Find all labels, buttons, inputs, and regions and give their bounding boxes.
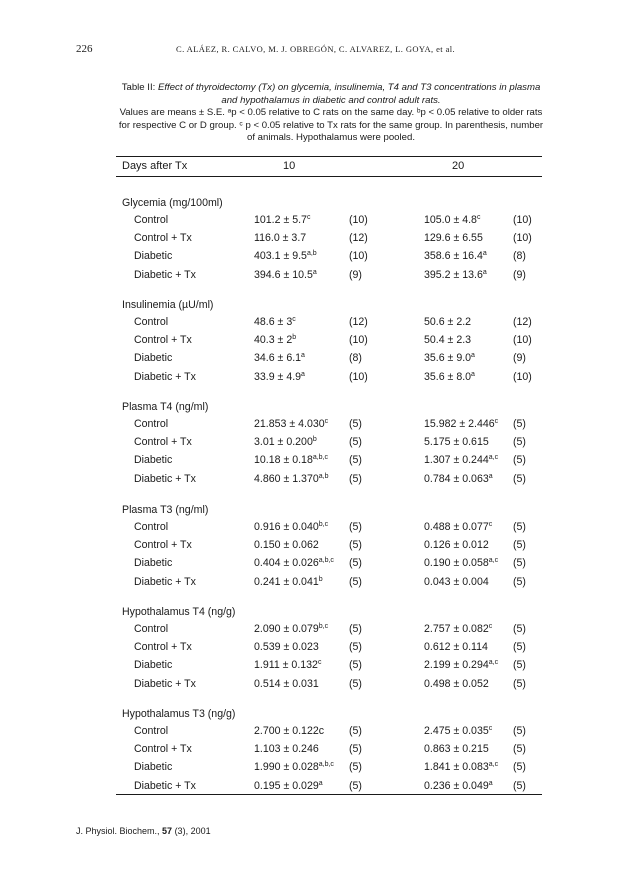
- cell-mean-se: 0.916 ± 0.040: [254, 521, 319, 533]
- column-header-20: 20: [452, 160, 465, 172]
- table-cell-value: [424, 418, 498, 431]
- table-cell-n: (5): [513, 472, 526, 485]
- table-cell-value: [254, 521, 328, 534]
- table-cell-n: (5): [513, 521, 526, 533]
- table-cell-value: [254, 576, 323, 589]
- table-row-label: Diabetic + Tx: [134, 779, 196, 792]
- table-cell-n: (12): [513, 316, 532, 328]
- table-group-label: Insulinemia (µU/ml): [122, 299, 214, 311]
- cell-mean-se: 0.241 ± 0.041: [254, 575, 319, 588]
- table-row-label: Diabetic: [134, 454, 173, 467]
- cell-significance-mark: b: [318, 575, 323, 583]
- table-row-label: Control: [134, 418, 169, 430]
- cell-mean-se: 3.01 ± 0.200: [254, 436, 313, 449]
- caption-lead: Table II:: [121, 82, 158, 93]
- cell-significance-mark: a: [471, 370, 475, 378]
- table-row-label: Control + Tx: [134, 232, 192, 245]
- cell-mean-se: 0.514 ± 0.031: [254, 677, 319, 690]
- table-cell-value: [424, 250, 487, 263]
- cell-mean-se: 0.043 ± 0.004: [424, 575, 489, 588]
- table-row-label: Control + Tx: [134, 641, 192, 654]
- cell-mean-se: 50.6 ± 2.2: [424, 316, 472, 328]
- cell-mean-se: 2.090 ± 0.079: [254, 623, 319, 635]
- table-cell-value: [424, 352, 475, 365]
- column-header-days: Days after Tx: [122, 160, 188, 172]
- table-cell-n: (8): [349, 352, 362, 365]
- cell-significance-mark: b: [312, 436, 317, 444]
- table-cell-value: [424, 371, 475, 384]
- cell-significance-mark: a: [488, 472, 493, 480]
- table-cell-value: [254, 454, 328, 467]
- table-cell-n: (9): [349, 268, 362, 281]
- table-cell-n: (10): [513, 334, 532, 347]
- cell-mean-se: 2.700 ± 0.122c: [254, 725, 325, 737]
- table-cell-n: (10): [349, 334, 368, 347]
- table-cell-value: [254, 269, 317, 282]
- cell-mean-se: 0.539 ± 0.023: [254, 641, 319, 654]
- table-cell-n: (10): [513, 370, 532, 383]
- table-cell-n: (5): [349, 743, 362, 756]
- cell-mean-se: 101.2 ± 5.7: [254, 214, 307, 226]
- table-row-label: Diabetic + Tx: [134, 268, 196, 281]
- table-row-label: Diabetic: [134, 761, 173, 774]
- table-row-label: Control + Tx: [134, 743, 192, 756]
- table-cell-n: (5): [513, 454, 526, 467]
- cell-mean-se: 105.0 ± 4.8: [424, 214, 477, 226]
- table-bottom-rule: [116, 794, 542, 795]
- table-cell-value: [424, 743, 489, 756]
- cell-mean-se: 35.6 ± 9.0: [424, 352, 472, 365]
- table-cell-n: (5): [349, 436, 362, 449]
- cell-significance-mark: a,b,c: [318, 761, 334, 769]
- table-cell-n: (12): [349, 316, 368, 328]
- table-cell-value: [254, 352, 305, 365]
- cell-mean-se: 0.150 ± 0.062: [254, 539, 319, 552]
- cell-mean-se: 48.6 ± 3: [254, 316, 293, 328]
- cell-mean-se: 0.863 ± 0.215: [424, 743, 489, 756]
- table-row-label: Control + Tx: [134, 436, 192, 449]
- cell-significance-mark: c: [494, 418, 499, 425]
- cell-mean-se: 15.982 ± 2.446: [424, 418, 495, 430]
- table-row-label: Control: [134, 521, 169, 533]
- table-row-label: Control: [134, 316, 169, 328]
- cell-mean-se: 2.475 ± 0.035: [424, 725, 489, 737]
- table-cell-value: [424, 641, 488, 654]
- cell-significance-mark: a,b: [318, 472, 329, 480]
- cell-significance-mark: c: [306, 214, 311, 221]
- table-cell-value: [254, 761, 334, 774]
- cell-mean-se: 116.0 ± 3.7: [254, 232, 307, 245]
- table-cell-n: (5): [513, 539, 526, 552]
- table-cell-n: (5): [349, 521, 362, 533]
- table-cell-n: (5): [513, 779, 526, 792]
- cell-significance-mark: c: [292, 316, 296, 323]
- cell-significance-mark: a: [482, 268, 487, 276]
- table-cell-value: [424, 454, 498, 467]
- cell-significance-mark: a,c: [488, 454, 499, 462]
- table-cell-n: (5): [349, 677, 362, 690]
- table-cell-n: (5): [349, 557, 362, 570]
- table-cell-value: [424, 725, 492, 738]
- cell-significance-mark: c: [488, 623, 493, 630]
- cell-significance-mark: a: [301, 370, 305, 378]
- table-row-label: Diabetic + Tx: [134, 472, 196, 485]
- table-cell-value: [424, 761, 498, 774]
- cell-significance-mark: a: [312, 268, 317, 276]
- table-cell-value: [254, 371, 305, 384]
- table-cell-n: (10): [349, 214, 368, 226]
- table-cell-n: (5): [513, 743, 526, 756]
- table-cell-value: [424, 576, 489, 589]
- cell-significance-mark: a,c: [488, 659, 499, 667]
- table-group-label: Glycemia (mg/100ml): [122, 197, 223, 209]
- table-cell-value: [254, 659, 321, 672]
- footer-volume: 57: [162, 826, 173, 836]
- table-row-label: Control: [134, 214, 169, 226]
- cell-significance-mark: b: [292, 334, 297, 342]
- table-row-label: Control: [134, 725, 169, 737]
- cell-mean-se: 0.784 ± 0.063: [424, 472, 489, 485]
- cell-significance-mark: a,c: [488, 557, 499, 565]
- table-cell-n: (9): [513, 352, 526, 365]
- table-cell-n: (5): [513, 575, 526, 588]
- cell-significance-mark: a: [301, 352, 305, 360]
- table-cell-n: (10): [349, 250, 368, 263]
- table-cell-value: [424, 473, 493, 486]
- cell-significance-mark: c: [488, 725, 493, 732]
- cell-mean-se: 50.4 ± 2.3: [424, 334, 472, 347]
- cell-mean-se: 394.6 ± 10.5: [254, 268, 313, 281]
- footer-issue-year: (3), 2001: [172, 826, 211, 836]
- table-cell-value: [254, 641, 319, 654]
- cell-mean-se: 1.307 ± 0.244: [424, 454, 489, 467]
- table-row-label: Control + Tx: [134, 539, 192, 552]
- cell-mean-se: 0.190 ± 0.058: [424, 557, 489, 570]
- cell-mean-se: 1.841 ± 0.083: [424, 761, 489, 774]
- table-group-label: Plasma T4 (ng/ml): [122, 401, 209, 413]
- cell-significance-mark: a: [471, 352, 475, 360]
- table-cell-n: (5): [513, 641, 526, 654]
- cell-significance-mark: a: [488, 779, 493, 787]
- cell-significance-mark: a,b,c: [312, 454, 329, 462]
- table-group-label: Hypothalamus T4 (ng/g): [122, 606, 236, 618]
- table-group-label: Hypothalamus T3 (ng/g): [122, 708, 236, 720]
- table-row-label: Diabetic + Tx: [134, 370, 196, 383]
- cell-mean-se: 403.1 ± 9.5: [254, 250, 307, 263]
- cell-mean-se: 35.6 ± 8.0: [424, 370, 472, 383]
- table-cell-value: [254, 334, 296, 347]
- table-cell-value: [254, 539, 319, 552]
- cell-mean-se: 1.911 ± 0.132: [254, 659, 318, 672]
- table-row-label: Diabetic + Tx: [134, 677, 196, 690]
- caption-title: Effect of thyroidectomy (Tx) on glycemia, insulinemia, T4 and T3 concentrations in plasma and hypothalamus in diabetic and control adult rats.: [157, 82, 541, 106]
- cell-significance-mark: c: [476, 214, 481, 221]
- table-cell-value: [254, 436, 317, 449]
- table-cell-value: [424, 623, 492, 636]
- table-cell-value: [254, 623, 328, 636]
- table-row-label: Diabetic: [134, 557, 173, 570]
- table-cell-value: [254, 250, 317, 263]
- cell-mean-se: 40.3 ± 2: [254, 334, 293, 347]
- table-cell-n: (12): [349, 232, 368, 245]
- table-cell-value: [424, 269, 487, 282]
- cell-mean-se: 2.757 ± 0.082: [424, 623, 489, 635]
- cell-mean-se: 358.6 ± 16.4: [424, 250, 483, 263]
- table-cell-value: [424, 214, 480, 227]
- table-cell-value: [424, 334, 471, 347]
- table-cell-n: (5): [349, 575, 362, 588]
- table-cell-n: (5): [513, 436, 526, 449]
- table-cell-value: [254, 557, 334, 570]
- table-cell-value: [424, 557, 498, 570]
- table-cell-value: [254, 725, 324, 738]
- cell-mean-se: 1.103 ± 0.246: [254, 743, 319, 756]
- table-cell-value: [424, 659, 498, 672]
- cell-mean-se: 21.853 ± 4.030: [254, 418, 325, 430]
- table-row-label: Diabetic: [134, 250, 173, 263]
- table-row-label: Diabetic + Tx: [134, 575, 196, 588]
- journal-footer: [76, 826, 211, 836]
- cell-mean-se: 34.6 ± 6.1: [254, 352, 302, 365]
- table-caption: [116, 82, 546, 145]
- cell-significance-mark: a,b: [306, 250, 317, 258]
- table-cell-value: [254, 418, 328, 431]
- cell-mean-se: 4.860 ± 1.370: [254, 472, 319, 485]
- cell-mean-se: 0.236 ± 0.049: [424, 779, 489, 792]
- table-cell-n: (10): [349, 370, 368, 383]
- table-cell-value: [424, 780, 493, 793]
- table-cell-n: (5): [349, 659, 362, 672]
- cell-mean-se: 1.990 ± 0.028: [254, 761, 319, 774]
- table-row-label: Diabetic: [134, 659, 173, 672]
- caption-notes: Values are means ± S.E. ᵃp < 0.05 relative to C rats on the same day. ᵇp < 0.05 relative to older rats for respective C or D group. ᶜ p < 0.05 relative to Tx rats for the same group. In parenthesis, number of animals. Hypothalamus were pooled.: [118, 107, 544, 144]
- cell-mean-se: 0.195 ± 0.029: [254, 779, 319, 792]
- table-cell-n: (5): [349, 418, 362, 430]
- table-cell-n: (5): [349, 761, 362, 774]
- page-number: 226: [76, 43, 93, 55]
- table-cell-value: [424, 678, 489, 691]
- footer-journal: J. Physiol. Biochem.,: [76, 826, 163, 836]
- table-cell-value: [424, 232, 483, 245]
- caption-title-block: [116, 82, 546, 107]
- cell-mean-se: 0.612 ± 0.114: [424, 641, 488, 654]
- table-cell-value: [254, 743, 319, 756]
- table-cell-n: (5): [349, 779, 362, 792]
- table-cell-n: (10): [513, 232, 532, 245]
- table-cell-value: [424, 316, 471, 329]
- cell-mean-se: 129.6 ± 6.55: [424, 232, 483, 245]
- table-cell-n: (5): [349, 641, 362, 654]
- cell-significance-mark: c: [488, 521, 493, 528]
- cell-mean-se: 0.404 ± 0.026: [254, 557, 319, 570]
- cell-mean-se: 0.498 ± 0.052: [424, 677, 489, 690]
- table-cell-n: (5): [349, 454, 362, 467]
- table-cell-n: (5): [513, 418, 526, 430]
- cell-significance-mark: b,c: [318, 623, 329, 630]
- cell-significance-mark: a,b,c: [318, 557, 334, 565]
- cell-significance-mark: b,c: [318, 521, 329, 528]
- table-cell-n: (5): [513, 623, 526, 635]
- table-row-label: Control + Tx: [134, 334, 192, 347]
- table-cell-value: [254, 780, 323, 793]
- table-cell-n: (5): [513, 761, 526, 774]
- cell-significance-mark: c: [317, 659, 322, 667]
- table-cell-n: (5): [349, 725, 362, 737]
- table-group-label: Plasma T3 (ng/ml): [122, 504, 209, 516]
- cell-mean-se: 10.18 ± 0.18: [254, 454, 313, 467]
- table-cell-n: (10): [513, 214, 532, 226]
- running-header: [0, 43, 643, 57]
- table-cell-n: (8): [513, 250, 526, 263]
- running-head-authors: C. ALÁEZ, R. CALVO, M. J. OBREGÓN, C. ALVAREZ, L. GOYA, et al.: [176, 44, 456, 54]
- table-cell-n: (5): [513, 725, 526, 737]
- cell-mean-se: 33.9 ± 4.9: [254, 370, 302, 383]
- cell-mean-se: 0.488 ± 0.077: [424, 521, 489, 533]
- table-cell-value: [254, 678, 319, 691]
- table-cell-value: [424, 539, 489, 552]
- cell-mean-se: 2.199 ± 0.294: [424, 659, 489, 672]
- table-cell-value: [254, 316, 296, 329]
- table-cell-n: (5): [513, 557, 526, 570]
- table-cell-value: [254, 473, 328, 486]
- table-row-label: Diabetic: [134, 352, 173, 365]
- cell-mean-se: 395.2 ± 13.6: [424, 268, 483, 281]
- table-cell-value: [424, 521, 492, 534]
- table-cell-n: (5): [513, 677, 526, 690]
- table-cell-n: (5): [349, 623, 362, 635]
- cell-mean-se: 0.126 ± 0.012: [424, 539, 489, 552]
- table-cell-value: [254, 214, 310, 227]
- cell-mean-se: 5.175 ± 0.615: [424, 436, 489, 449]
- table-cell-n: (5): [349, 539, 362, 552]
- table-cell-n: (9): [513, 268, 526, 281]
- table-cell-value: [424, 436, 489, 449]
- cell-significance-mark: a: [318, 779, 323, 787]
- table-row-label: Control: [134, 623, 169, 635]
- table-header-rule: [116, 176, 542, 177]
- table-cell-value: [254, 232, 306, 245]
- cell-significance-mark: a: [482, 250, 487, 258]
- table-cell-n: (5): [513, 659, 526, 672]
- table-top-rule: [116, 156, 542, 157]
- column-header-10: 10: [283, 160, 296, 172]
- table-cell-n: (5): [349, 472, 362, 485]
- cell-significance-mark: a,c: [488, 761, 499, 769]
- cell-significance-mark: c: [324, 418, 329, 425]
